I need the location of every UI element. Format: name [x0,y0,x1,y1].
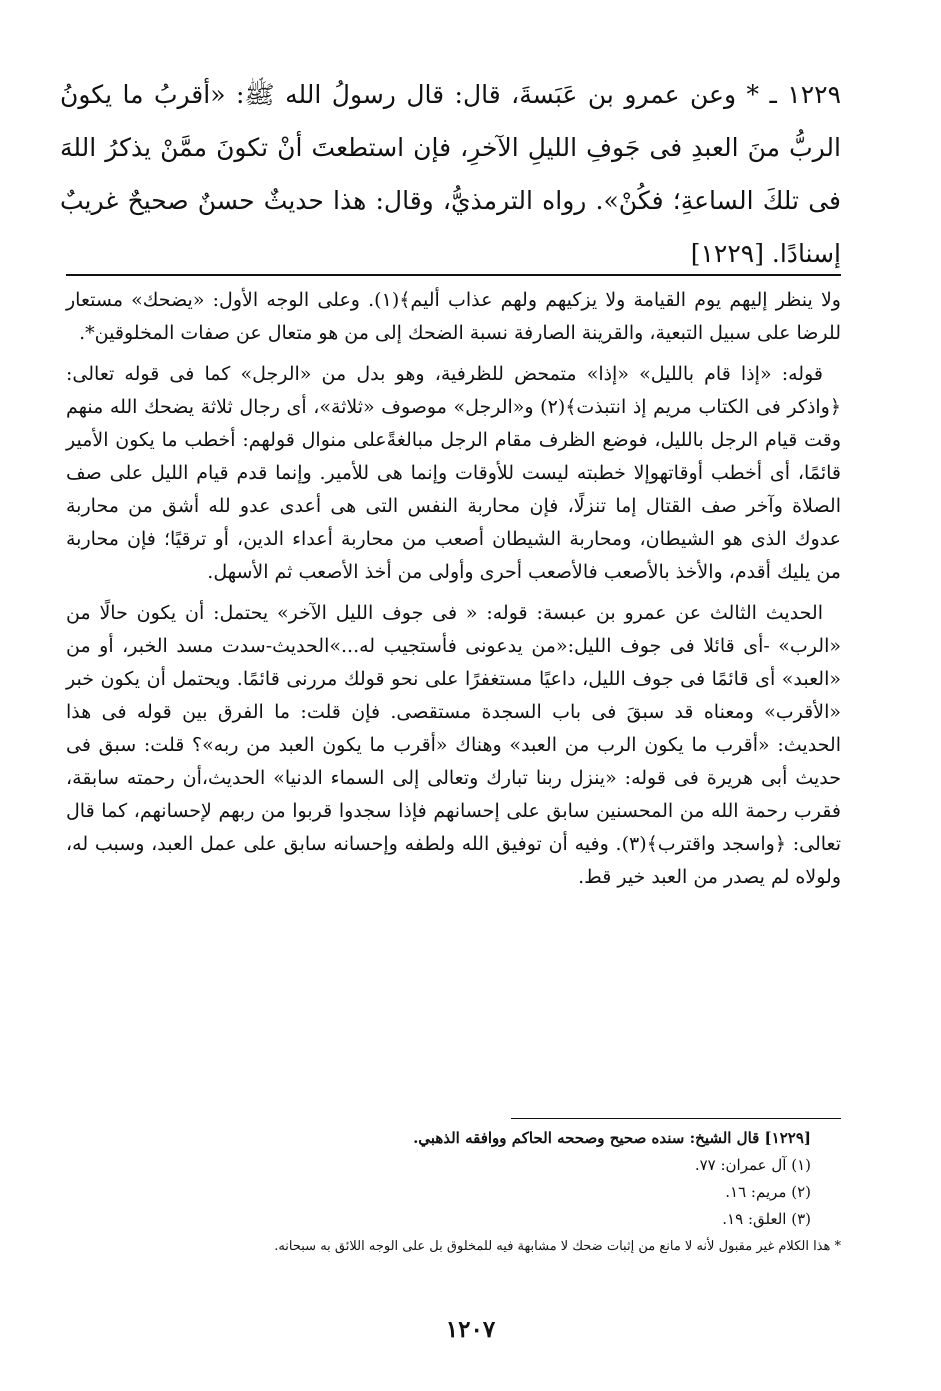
footnote-item-1: (١) آل عمران: ٧٧. [694,1156,811,1174]
footnote-editor-note: * هذا الكلام غير مقبول لأنه لا مانع من إثبات ضحك لا مشابهة فيه للمخلوق بل على الوجه اللائق به سبحانه. [274,1239,841,1254]
footnote-item-2: (٢) مريم: ١٦. [725,1183,811,1201]
page-number: ١٢٠٧ [445,1316,496,1343]
section-divider [66,274,841,276]
footnotes-section [66,1125,841,1260]
commentary-paragraph-2: قوله: «إذا قام بالليل» «إذا» متمحض للظرفية، وهو بدل من «الرجل» كما فى قوله تعالى: ﴿واذكر فى الكتاب مريم إذ انتبذت﴾(٢) و«الرجل» موصوف «ثلاثة»، أى رجال ثلاثة يضحك الله منهم وقت قيام الرجل بالليل، فوضع الظرف مقام الرجل مبالغةًعلى منوال قولهم: أخطب ما يكون الأمير قائمًا، أى أخطب أوقاتهوإلا خطبته ليست للأوقات وإنما هى للأمير. وإنما قدم قيام الليل على صف الصلاة وآخر صف القتال إما تنزلًا، فإن محاربة النفس التى هى أعدى عدو لله أشق من محاربة عدوك الذى هو الشيطان، ومحاربة الشيطان أصعب من محاربة أعداء الدين، أو ترقيًا؛ فإن محاربة من يليك أقدم، والأخذ بالأصعب فالأصعب أحرى وأولى من أخذ الأصعب ثم الأسهل. [66,363,841,583]
hadith-text: ١٢٢٩ ـ * وعن عمرو بن عَبَسةَ، قال: قال رسولُ الله ﷺ: «أقربُ ما يكونُ الربُّ منَ العبدِ فى جَوفِ الليلِ الآخرِ، فإن استطعتَ أنْ تكونَ ممَّنْ يذكرُ اللهَ فى تلكَ الساعةِ؛ فكُنْ». رواه الترمذيُّ، وقال: هذا حديثٌ حسنٌ صحيحٌ غريبٌ إسنادًا. [١٢٢٩] [60,80,841,268]
footnote-divider [511,1118,841,1119]
commentary-paragraph-1: ولا ينظر إليهم يوم القيامة ولا يزكيهم ولهم عذاب أليم﴾(١). وعلى الوجه الأول: «يضحك» مستعار للرضا على سبيل التبعية، والقرينة الصارفة نسبة الضحك إلى من هو متعال عن صفات المخلوقين*. [66,289,841,344]
footnote-item-3: (٣) العلق: ١٩. [722,1210,811,1228]
commentary-section [66,284,841,902]
commentary-paragraph-3: الحديث الثالث عن عمرو بن عبسة: قوله: « فى جوف الليل الآخر» يحتمل: أن يكون حالًا من «الرب» -أى قائلا فى جوف الليل:«من يدعونى فأستجيب له...»الحديث-سدت مسد الخبر، أو من «العبد» أى قائمًا فى جوف الليل، داعيًا مستغفرًا على نحو قولك مررنى قائمًا. ويحتمل أن يكون خبر «الأقرب» ومعناه قد سبقَ فى باب السجدة مستقصى. فإن قلت: ما الفرق بين قوله فى هذا الحديث: «أقرب ما يكون الرب من العبد» وهناك «أقرب ما يكون العبد من ربه»؟ قلت: سبق فى حديث أبى هريرة فى قوله: «ينزل ربنا تبارك وتعالى إلى السماء الدنيا» الحديث،أن رحمته سابقة، فقرب رحمة الله من المحسنين سابق على إحسانهم فإذا سجدوا قربوا من ربهم لإحسانهم، كما قال تعالى: ﴿واسجد واقترب﴾(٣). وفيه أن توفيق الله ولطفه وإحسانه سابق على عمل العبد، وسبب له، ولولاه لم يصدر من العبد خير قط. [66,602,842,888]
footnote-grading: [١٢٢٩] قال الشيخ: سنده صحيح وصححه الحاكم ووافقه الذهبي. [413,1129,811,1147]
